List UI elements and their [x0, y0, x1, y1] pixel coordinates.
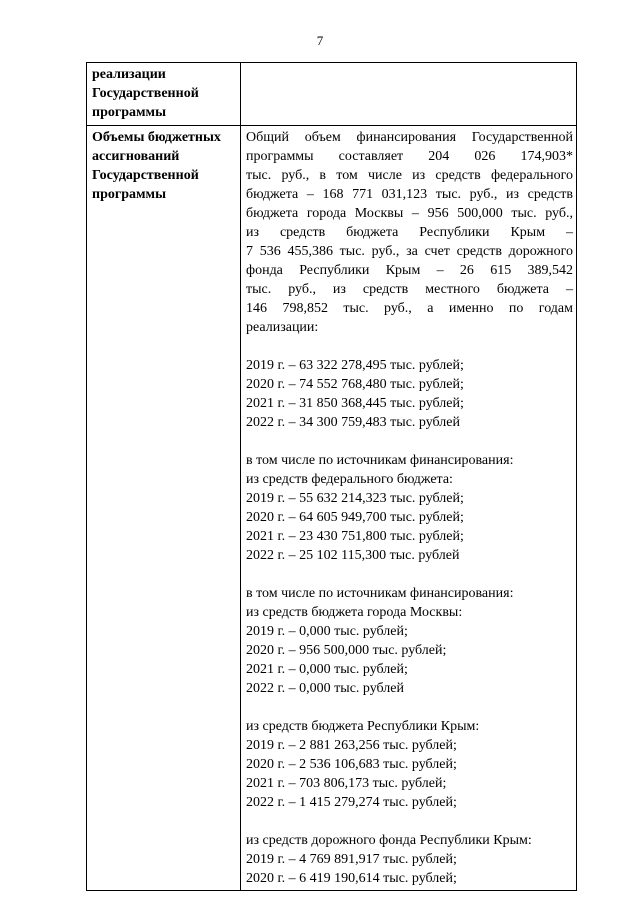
passport-table	[86, 62, 577, 891]
funding-line: из средств бюджета города Москвы:	[246, 605, 463, 620]
funding-line: 2021 г. – 23 430 751,800 тыс. рублей;	[246, 529, 464, 544]
funding-line: 2021 г. – 703 806,173 тыс. рублей;	[246, 776, 447, 791]
intro-line: 7 536 455,386 тыс. руб., за счет средств дорожного	[246, 244, 573, 259]
intro-line: тыс. руб., в том числе из средств федерального	[246, 168, 573, 183]
row-label-line: Государственной	[92, 168, 199, 183]
funding-description-cell	[241, 126, 577, 891]
row-label-line: программы	[92, 105, 166, 120]
intro-line: из средств бюджета Республики Крым –	[246, 225, 573, 240]
page-number: 7	[316, 33, 324, 48]
funding-line: 2019 г. – 55 632 214,323 тыс. рублей;	[246, 491, 464, 506]
funding-line: 2020 г. – 6 419 190,614 тыс. рублей;	[246, 871, 457, 886]
funding-crimea-budget	[246, 717, 573, 812]
intro-line: бюджета – 168 771 031,123 тыс. руб., из средств	[246, 187, 573, 202]
funding-line: 2021 г. – 0,000 тыс. рублей;	[246, 662, 408, 677]
funding-moscow-budget	[246, 584, 573, 698]
funding-line: 2022 г. – 34 300 759,483 тыс. рублей	[246, 415, 460, 430]
funding-line: 2019 г. – 63 322 278,495 тыс. рублей;	[246, 358, 464, 373]
funding-line: из средств дорожного фонда Республики Крым:	[246, 833, 532, 848]
row-label-cell	[87, 63, 241, 126]
row-label-line: Государственной	[92, 86, 199, 101]
funding-line: в том числе по источникам финансирования:	[246, 586, 514, 601]
funding-line: 2019 г. – 4 769 891,917 тыс. рублей;	[246, 852, 457, 867]
intro-line: программы составляет 204 026 174,903*	[246, 149, 573, 164]
funding-line: 2022 г. – 25 102 115,300 тыс. рублей	[246, 548, 460, 563]
row-value-cell	[241, 63, 577, 126]
table-row	[87, 63, 577, 126]
funding-road-fund	[246, 831, 573, 888]
funding-line: 2020 г. – 956 500,000 тыс. рублей;	[246, 643, 447, 658]
funding-federal-budget	[246, 451, 573, 565]
row-label-line: реализации	[92, 67, 166, 82]
intro-line: Общий объем финансирования Государственной	[246, 130, 573, 145]
funding-line: 2020 г. – 2 536 106,683 тыс. рублей;	[246, 757, 457, 772]
funding-line: из средств федерального бюджета:	[246, 472, 453, 487]
funding-line: 2020 г. – 64 605 949,700 тыс. рублей;	[246, 510, 464, 525]
funding-line: в том числе по источникам финансирования:	[246, 453, 514, 468]
funding-line: 2019 г. – 0,000 тыс. рублей;	[246, 624, 408, 639]
row-label-cell	[87, 126, 241, 891]
intro-line: реализации:	[246, 320, 319, 335]
row-label-line: Объемы бюджетных	[92, 130, 221, 145]
funding-line: 2020 г. – 74 552 768,480 тыс. рублей;	[246, 377, 464, 392]
funding-line: 2022 г. – 0,000 тыс. рублей	[246, 681, 404, 696]
intro-line: бюджета города Москвы – 956 500,000 тыс. руб.,	[246, 206, 573, 221]
funding-intro	[246, 128, 573, 337]
funding-line: 2022 г. – 1 415 279,274 тыс. рублей;	[246, 795, 457, 810]
intro-line: фонда Республики Крым – 26 615 389,542	[246, 263, 573, 278]
funding-line: из средств бюджета Республики Крым:	[246, 719, 480, 734]
funding-by-year-total	[246, 356, 573, 432]
row-label-line: программы	[92, 187, 166, 202]
intro-line: тыс. руб., из средств местного бюджета –	[246, 282, 573, 297]
funding-line: 2019 г. – 2 881 263,256 тыс. рублей;	[246, 738, 457, 753]
table-row	[87, 126, 577, 891]
row-label-line: ассигнований	[92, 149, 180, 164]
intro-line: 146 798,852 тыс. руб., а именно по годам	[246, 301, 573, 316]
funding-line: 2021 г. – 31 850 368,445 тыс. рублей;	[246, 396, 464, 411]
